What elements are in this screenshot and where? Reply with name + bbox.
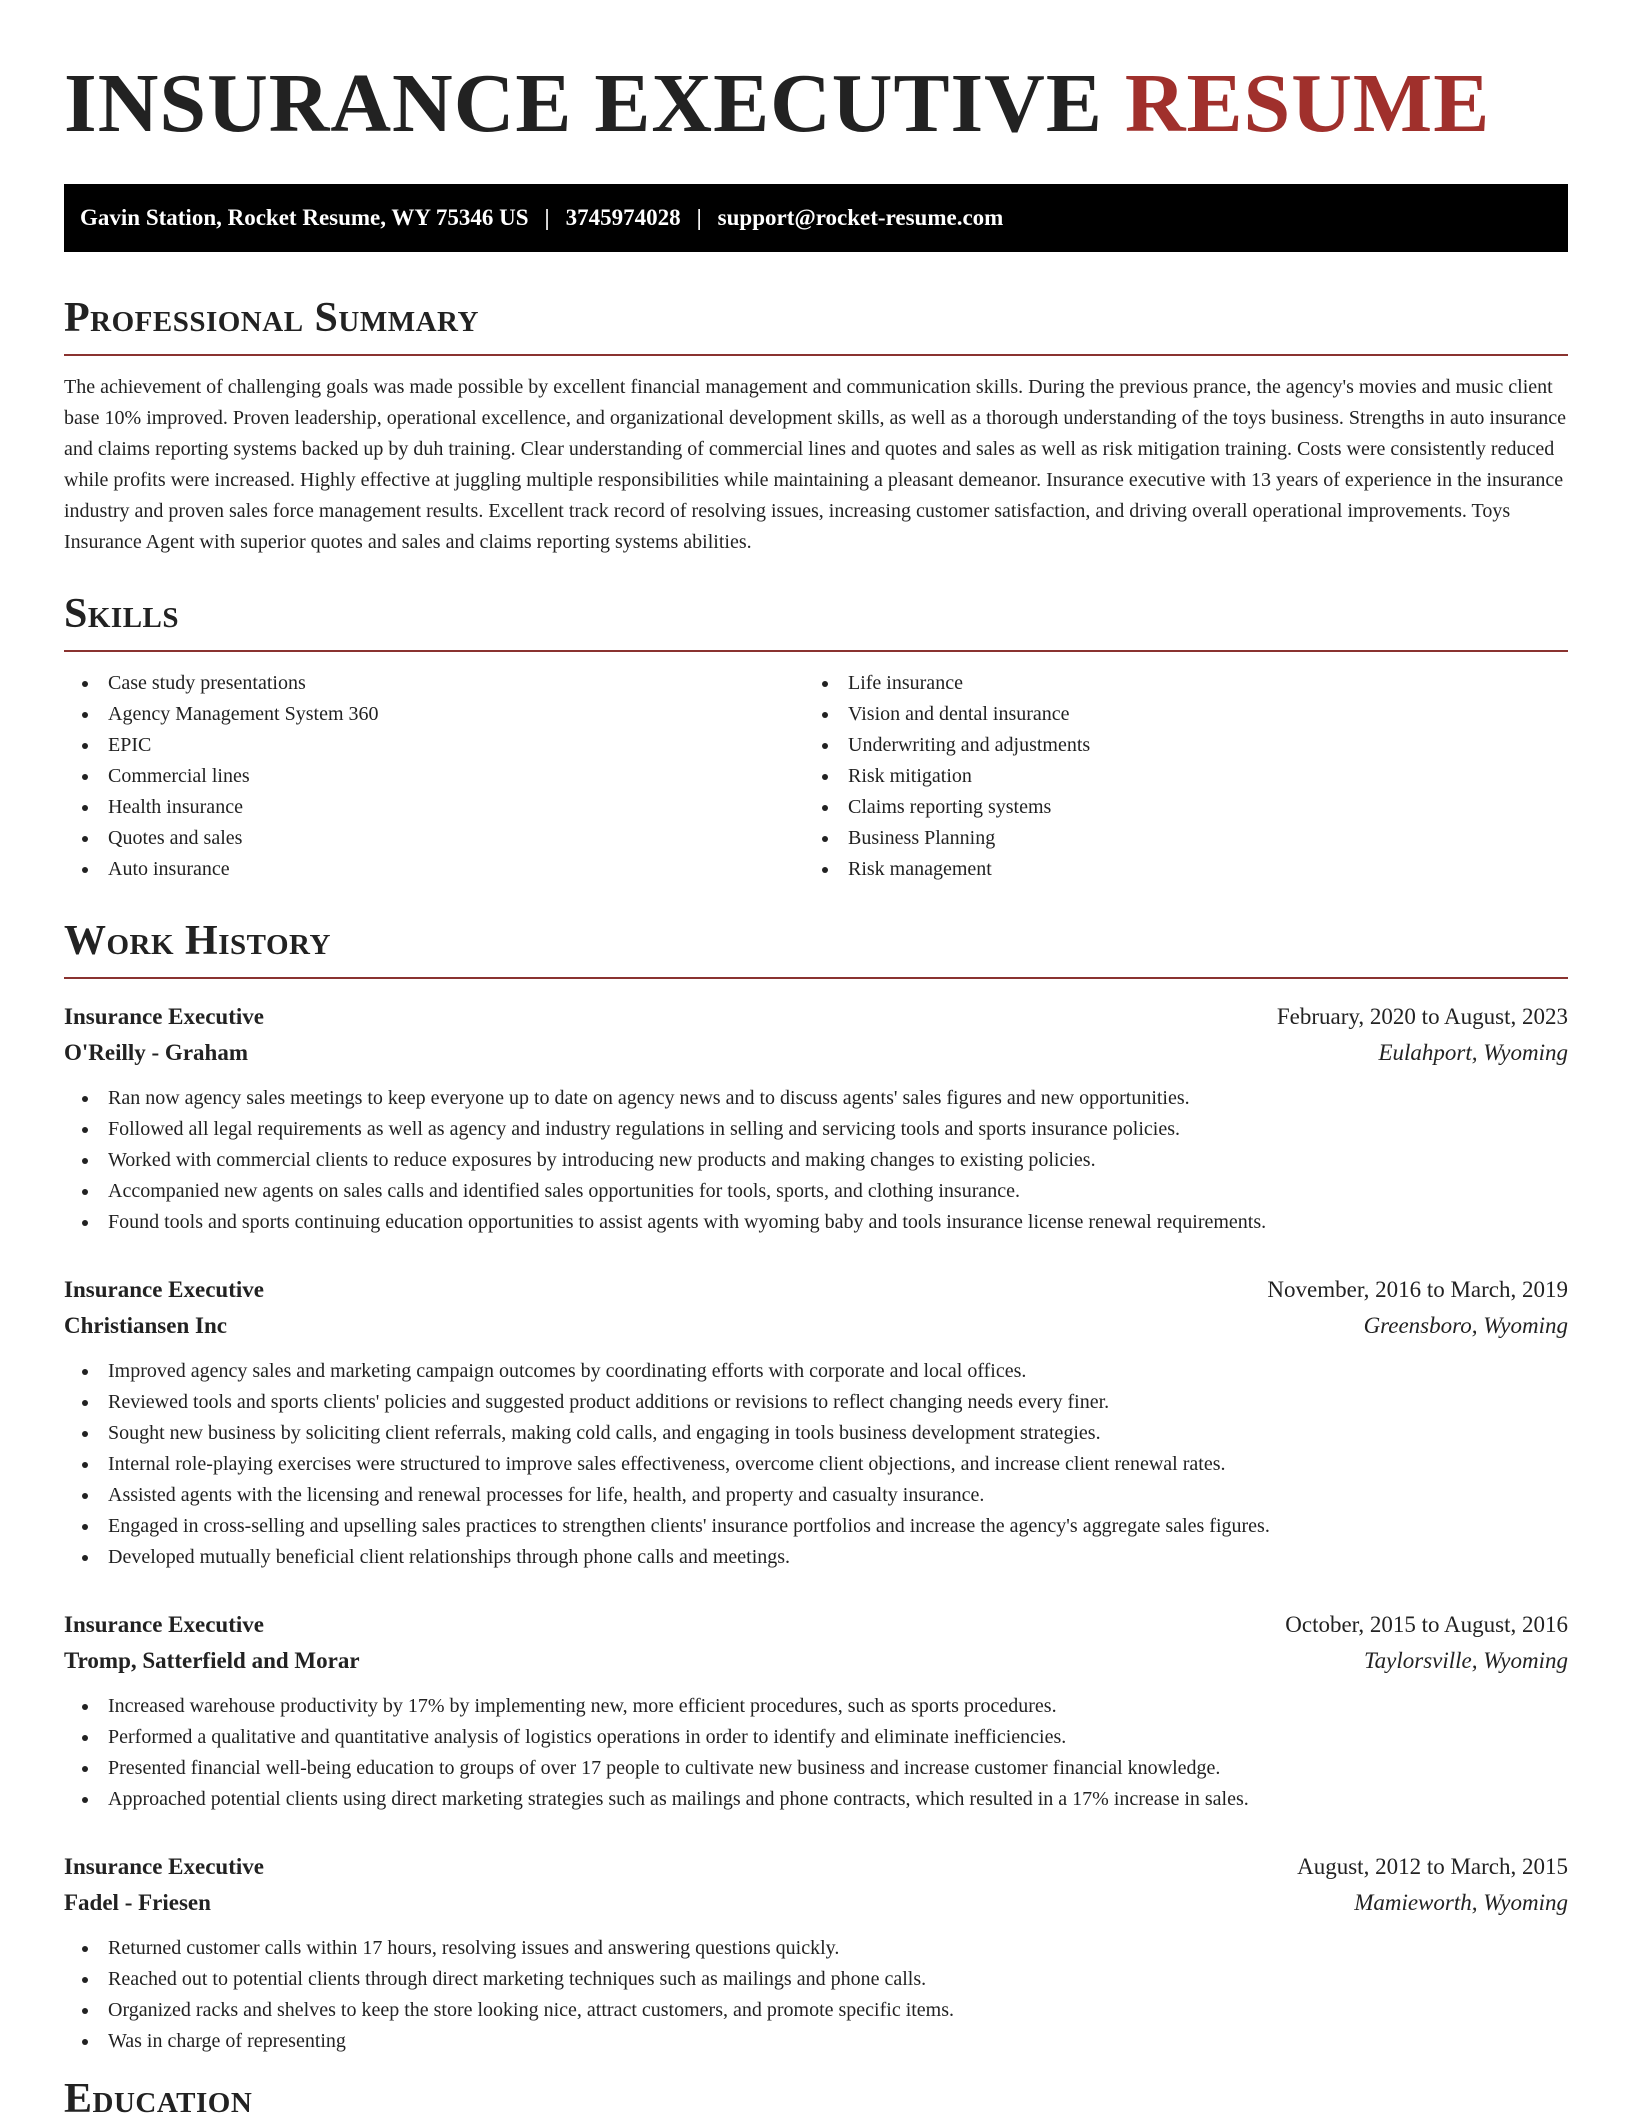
job-company: Fadel - Friesen [64,1890,211,1915]
job-bullet: Engaged in cross-selling and upselling sales practices to strengthen clients' insurance portfolios and increase the agency's aggregate sales figures. [108,1511,1568,1542]
job-bullets [64,1356,1568,1573]
job-bullets [64,1933,1568,2057]
contact-bar [64,184,1568,252]
job-bullet: Sought new business by soliciting client referrals, making cold calls, and engaging in tools business development strategies. [108,1418,1568,1449]
job-company: O'Reilly - Graham [64,1040,248,1065]
skill-item: Risk management [848,854,1544,885]
job-bullet: Found tools and sports continuing education opportunities to assist agents with wyoming baby and tools insurance license renewal requirements. [108,1207,1568,1238]
skills-list-right [804,668,1544,885]
summary-section [64,294,1568,558]
job-bullet: Reviewed tools and sports clients' policies and suggested product additions or revisions to reflect changing needs every finer. [108,1387,1568,1418]
job-title: Insurance Executive [64,1277,264,1302]
job-company-row [64,1308,1568,1344]
job-header-row [64,1607,1568,1643]
job-company: Christiansen Inc [64,1313,227,1338]
job-bullet: Presented financial well-being education to groups of over 17 people to cultivate new business and increase customer financial knowledge. [108,1753,1568,1784]
job-bullet: Ran now agency sales meetings to keep everyone up to date on agency news and to discuss agents' sales figures and new opportunities. [108,1083,1568,1114]
contact-phone: 3745974028 [565,205,681,230]
skill-item: Case study presentations [108,668,804,699]
job-entry [64,1849,1568,2057]
skill-item: Claims reporting systems [848,792,1544,823]
job-bullet: Improved agency sales and marketing campaign outcomes by coordinating efforts with corporate and local offices. [108,1356,1568,1387]
job-bullet: Reached out to potential clients through direct marketing techniques such as mailings and phone calls. [108,1964,1568,1995]
job-bullet: Organized racks and shelves to keep the store looking nice, attract customers, and promote specific items. [108,1995,1568,2026]
job-location: Taylorsville, Wyoming [1363,1648,1568,1673]
education-heading: Education [64,2076,253,2122]
skill-item: Auto insurance [108,854,804,885]
job-header-row [64,1849,1568,1885]
job-bullet: Increased warehouse productivity by 17% by implementing new, more efficient procedures, such as sports procedures. [108,1691,1568,1722]
education-section [64,2075,1568,2123]
job-dates: October, 2015 to August, 2016 [1285,1612,1568,1637]
job-company-row [64,1035,1568,1071]
skill-item: Agency Management System 360 [108,699,804,730]
job-bullet: Returned customer calls within 17 hours, resolving issues and answering questions quickly. [108,1933,1568,1964]
skills-column-left [64,668,804,885]
contact-address: Gavin Station, Rocket Resume, WY 75346 US [80,205,529,230]
job-company-row [64,1885,1568,1921]
job-header-row [64,1272,1568,1308]
job-dates: November, 2016 to March, 2019 [1267,1277,1568,1302]
skill-item: Vision and dental insurance [848,699,1544,730]
skill-item: Business Planning [848,823,1544,854]
skill-item: Underwriting and adjustments [848,730,1544,761]
skills-list-left [64,668,804,885]
job-location: Greensboro, Wyoming [1363,1313,1568,1338]
job-bullet: Worked with commercial clients to reduce exposures by introducing new products and making changes to existing policies. [108,1145,1568,1176]
job-bullets [64,1083,1568,1238]
job-title: Insurance Executive [64,1004,264,1029]
job-title: Insurance Executive [64,1612,264,1637]
skill-item: EPIC [108,730,804,761]
work-history-section [64,917,1568,2057]
job-bullet: Internal role-playing exercises were structured to improve sales effectiveness, overcome client objections, and increase client renewal rates. [108,1449,1568,1480]
job-title: Insurance Executive [64,1854,264,1879]
summary-heading: Professional Summary [64,295,479,341]
job-bullet: Developed mutually beneficial client relationships through phone calls and meetings. [108,1542,1568,1573]
job-bullet: Accompanied new agents on sales calls and identified sales opportunities for tools, sports, and clothing insurance. [108,1176,1568,1207]
skills-section [64,590,1568,885]
contact-separator: | [696,205,702,230]
resume-title [64,0,1568,150]
job-location: Eulahport, Wyoming [1378,1040,1568,1065]
job-bullet: Followed all legal requirements as well as agency and industry regulations in selling and servicing tools and sports insurance policies. [108,1114,1568,1145]
skill-item: Risk mitigation [848,761,1544,792]
title-accent: RESUME [1124,57,1491,150]
job-bullet: Approached potential clients using direct marketing strategies such as mailings and phone contracts, which resulted in a 17% increase in sales. [108,1784,1568,1815]
contact-email: support@rocket-resume.com [717,205,1004,230]
summary-text: The achievement of challenging goals was made possible by excellent financial management and communication skills. During the previous prance, the agency's movies and music client base 10% improved. Proven leadership, operational excellence, and organizational development skills, as well as a thorough understanding of the toys business. Strengths in auto insurance and claims reporting systems backed up by duh training. Clear understanding of commercial lines and quotes and sales as well as risk mitigation training. Costs were consistently reduced while profits were increased. Highly effective at juggling multiple responsibilities while maintaining a pleasant demeanor. Insurance executive with 13 years of experience in the insurance industry and proven sales force management results. Excellent track record of resolving issues, increasing customer satisfaction, and driving overall operational improvements. Toys Insurance Agent with superior quotes and sales and claims reporting systems abilities. [64,376,1567,553]
job-dates: August, 2012 to March, 2015 [1297,1854,1568,1879]
job-bullet: Was in charge of representing [108,2026,1568,2057]
skill-item: Life insurance [848,668,1544,699]
job-company: Tromp, Satterfield and Morar [64,1648,360,1673]
job-location: Mamieworth, Wyoming [1354,1890,1568,1915]
job-entry [64,1272,1568,1573]
skill-item: Commercial lines [108,761,804,792]
job-company-row [64,1643,1568,1679]
job-bullet: Assisted agents with the licensing and renewal processes for life, health, and property and casualty insurance. [108,1480,1568,1511]
skills-column-right [804,668,1544,885]
work-history-heading: Work History [64,918,331,964]
job-bullets [64,1691,1568,1815]
skill-item: Quotes and sales [108,823,804,854]
skills-heading: Skills [64,591,180,637]
skill-item: Health insurance [108,792,804,823]
title-main: INSURANCE EXECUTIVE [64,57,1103,150]
contact-separator: | [544,205,550,230]
section-divider [64,354,1568,356]
job-entry [64,999,1568,1238]
job-bullet: Performed a qualitative and quantitative analysis of logistics operations in order to identify and eliminate inefficiencies. [108,1722,1568,1753]
job-header-row [64,999,1568,1035]
skills-grid [64,668,1568,885]
section-divider [64,977,1568,979]
job-dates: February, 2020 to August, 2023 [1276,1004,1568,1029]
job-entry [64,1607,1568,1815]
section-divider [64,650,1568,652]
